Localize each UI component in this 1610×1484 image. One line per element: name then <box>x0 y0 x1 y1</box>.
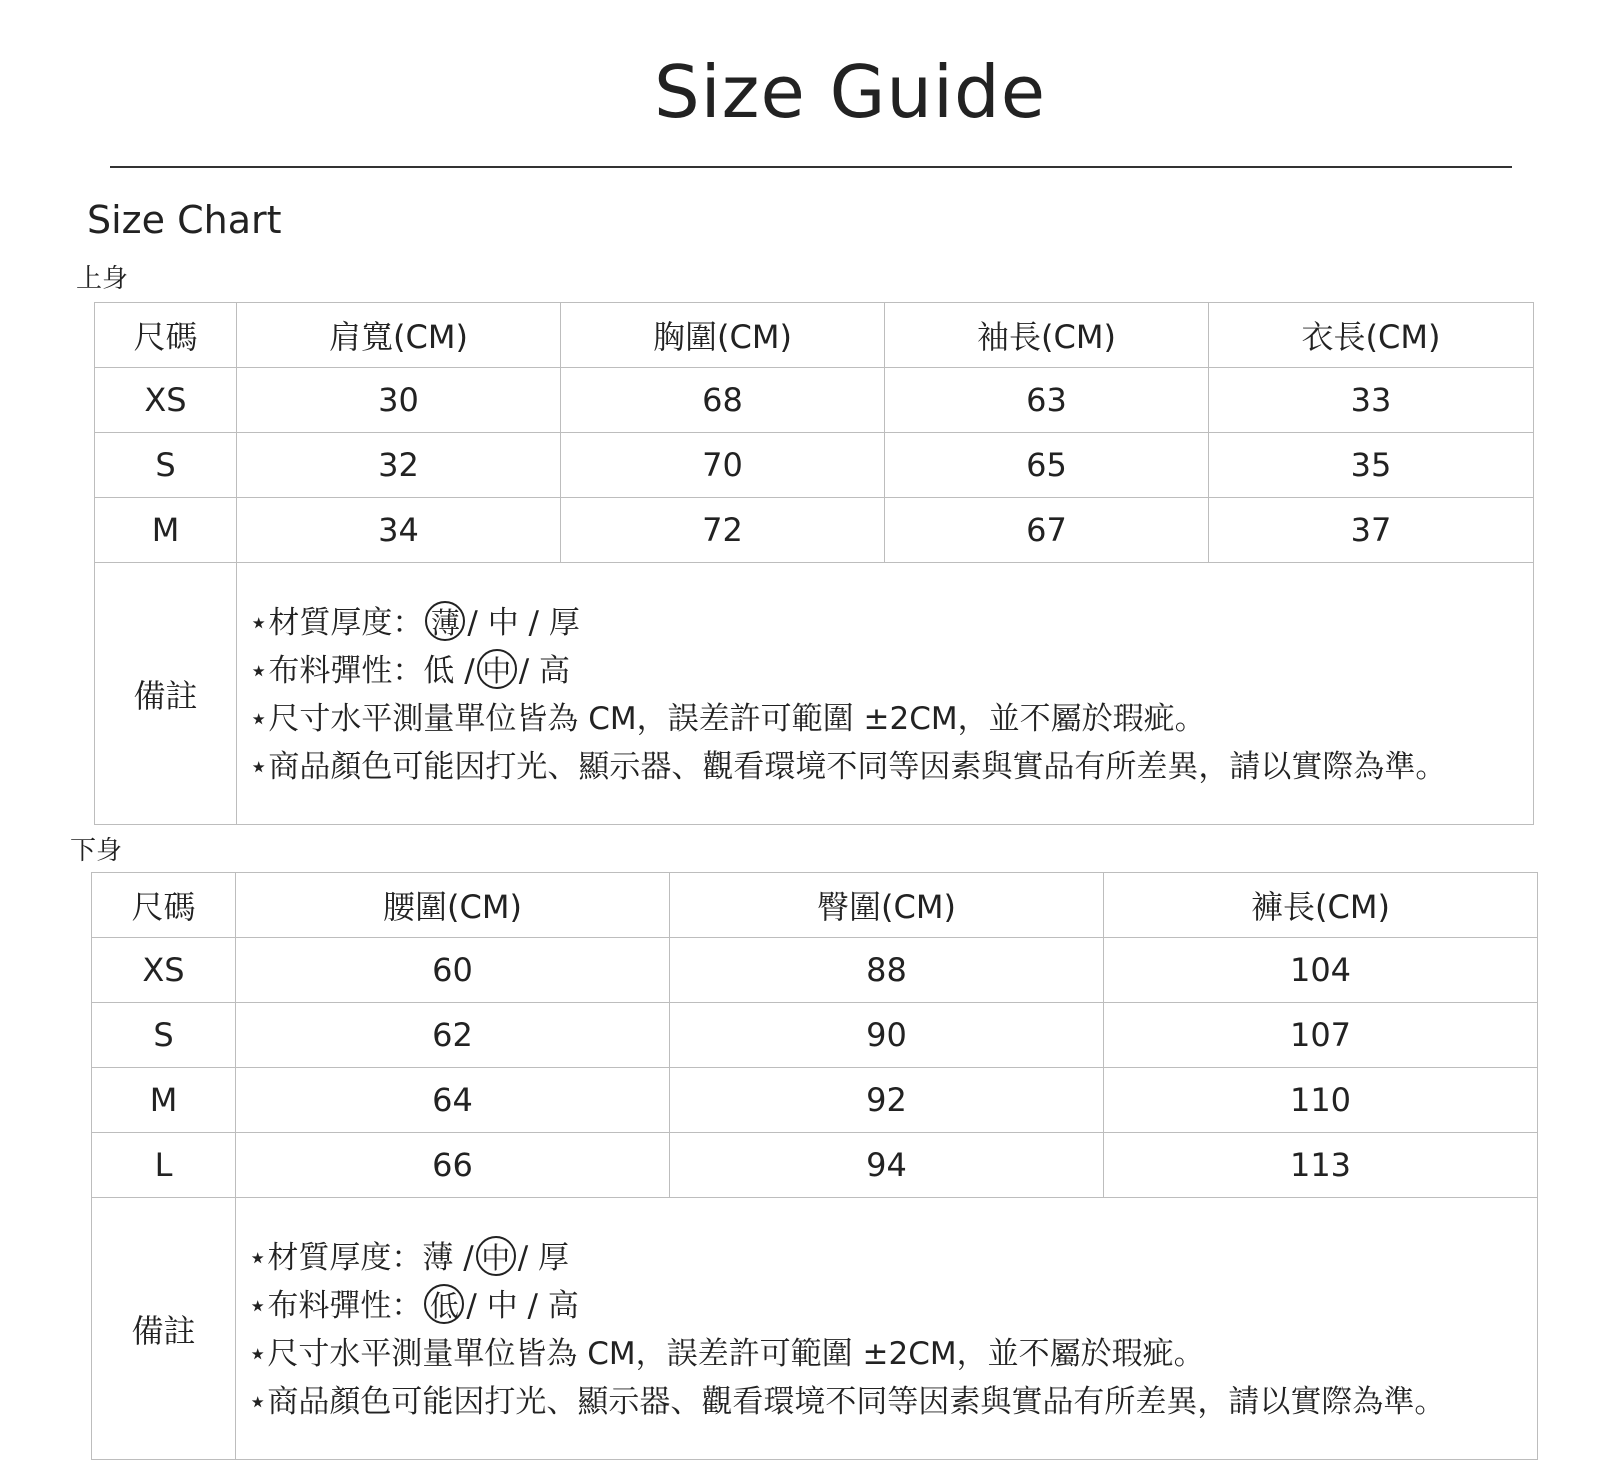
size-cell: S <box>92 1003 236 1068</box>
header-cell-waist: 腰圍(CM) <box>236 873 670 938</box>
notes-row <box>92 1198 1538 1460</box>
elasticity-selected-circle: 低 <box>424 1284 464 1324</box>
table-cell: 92 <box>670 1068 1104 1133</box>
notes-cell <box>237 563 1534 825</box>
header-cell-hip: 臀圍(CM) <box>670 873 1104 938</box>
bottom-section-label: 下身 <box>70 836 123 866</box>
size-cell: XS <box>92 938 236 1003</box>
table-cell: 70 <box>561 433 885 498</box>
table-cell: 37 <box>1209 498 1534 563</box>
page-title: Size Guide <box>653 50 1047 134</box>
elasticity-note <box>248 1282 1527 1330</box>
color-note: ⋆商品顏色可能因打光、顯示器、觀看環境不同等因素與實品有所差異，請以實際為準。 <box>248 1383 1446 1420</box>
elasticity-prefix: ⋆布料彈性： <box>248 1287 423 1324</box>
size-cell: S <box>95 433 237 498</box>
section-subtitle: Size Chart <box>87 198 282 242</box>
table-cell: 110 <box>1104 1068 1538 1133</box>
header-cell-sleeve: 袖長(CM) <box>885 303 1209 368</box>
size-cell: M <box>92 1068 236 1133</box>
title-divider <box>110 166 1512 168</box>
thickness-selected-circle: 中 <box>476 1236 516 1276</box>
measurement-note: ⋆尺寸水平測量單位皆為 CM，誤差許可範圍 ±2CM，並不屬於瑕疵。 <box>248 1335 1205 1372</box>
table-row <box>92 1133 1538 1198</box>
table-cell: 90 <box>670 1003 1104 1068</box>
table-row <box>92 1068 1538 1133</box>
table-cell: 67 <box>885 498 1209 563</box>
table-cell: 32 <box>237 433 561 498</box>
table-cell: 34 <box>237 498 561 563</box>
notes-label: 備註 <box>95 563 237 825</box>
table-row <box>95 433 1534 498</box>
color-note: ⋆商品顏色可能因打光、顯示器、觀看環境不同等因素與實品有所差異，請以實際為準。 <box>249 748 1447 785</box>
thickness-rest: / 厚 <box>517 1239 570 1276</box>
header-cell-length: 衣長(CM) <box>1209 303 1534 368</box>
table-row <box>95 368 1534 433</box>
top-size-table <box>94 302 1534 825</box>
notes-row <box>95 563 1534 825</box>
notes-label: 備註 <box>92 1198 236 1460</box>
table-cell: 104 <box>1104 938 1538 1003</box>
table-cell: 88 <box>670 938 1104 1003</box>
table-cell: 68 <box>561 368 885 433</box>
size-cell: XS <box>95 368 237 433</box>
header-cell-pants-length: 褲長(CM) <box>1104 873 1538 938</box>
table-cell: 60 <box>236 938 670 1003</box>
table-cell: 72 <box>561 498 885 563</box>
table-row <box>95 498 1534 563</box>
thickness-prefix: ⋆材質厚度： <box>249 604 424 641</box>
size-cell: M <box>95 498 237 563</box>
elasticity-rest: / 高 <box>518 652 571 689</box>
table-row <box>92 938 1538 1003</box>
thickness-prefix: ⋆材質厚度：薄 / <box>248 1239 474 1276</box>
table-cell: 107 <box>1104 1003 1538 1068</box>
table-cell: 65 <box>885 433 1209 498</box>
table-header-row <box>92 873 1538 938</box>
measurement-note: ⋆尺寸水平測量單位皆為 CM，誤差許可範圍 ±2CM，並不屬於瑕疵。 <box>249 700 1206 737</box>
thickness-rest: / 中 / 厚 <box>467 604 580 641</box>
table-cell: 113 <box>1104 1133 1538 1198</box>
table-cell: 33 <box>1209 368 1534 433</box>
table-cell: 62 <box>236 1003 670 1068</box>
elasticity-selected-circle: 中 <box>477 649 517 689</box>
header-cell-size: 尺碼 <box>95 303 237 368</box>
header-cell-shoulder: 肩寬(CM) <box>237 303 561 368</box>
size-cell: L <box>92 1133 236 1198</box>
bottom-size-table <box>91 872 1538 1460</box>
elasticity-note <box>249 647 1523 695</box>
elasticity-rest: / 中 / 高 <box>466 1287 579 1324</box>
header-cell-size: 尺碼 <box>92 873 236 938</box>
thickness-note <box>249 599 1523 647</box>
notes-cell <box>236 1198 1538 1460</box>
table-cell: 64 <box>236 1068 670 1133</box>
table-cell: 35 <box>1209 433 1534 498</box>
table-cell: 66 <box>236 1133 670 1198</box>
thickness-note <box>248 1234 1527 1282</box>
table-cell: 63 <box>885 368 1209 433</box>
table-row <box>92 1003 1538 1068</box>
table-cell: 30 <box>237 368 561 433</box>
top-section-label: 上身 <box>76 264 129 294</box>
table-header-row <box>95 303 1534 368</box>
header-cell-chest: 胸圍(CM) <box>561 303 885 368</box>
elasticity-prefix: ⋆布料彈性：低 / <box>249 652 475 689</box>
thickness-selected-circle: 薄 <box>425 601 465 641</box>
table-cell: 94 <box>670 1133 1104 1198</box>
